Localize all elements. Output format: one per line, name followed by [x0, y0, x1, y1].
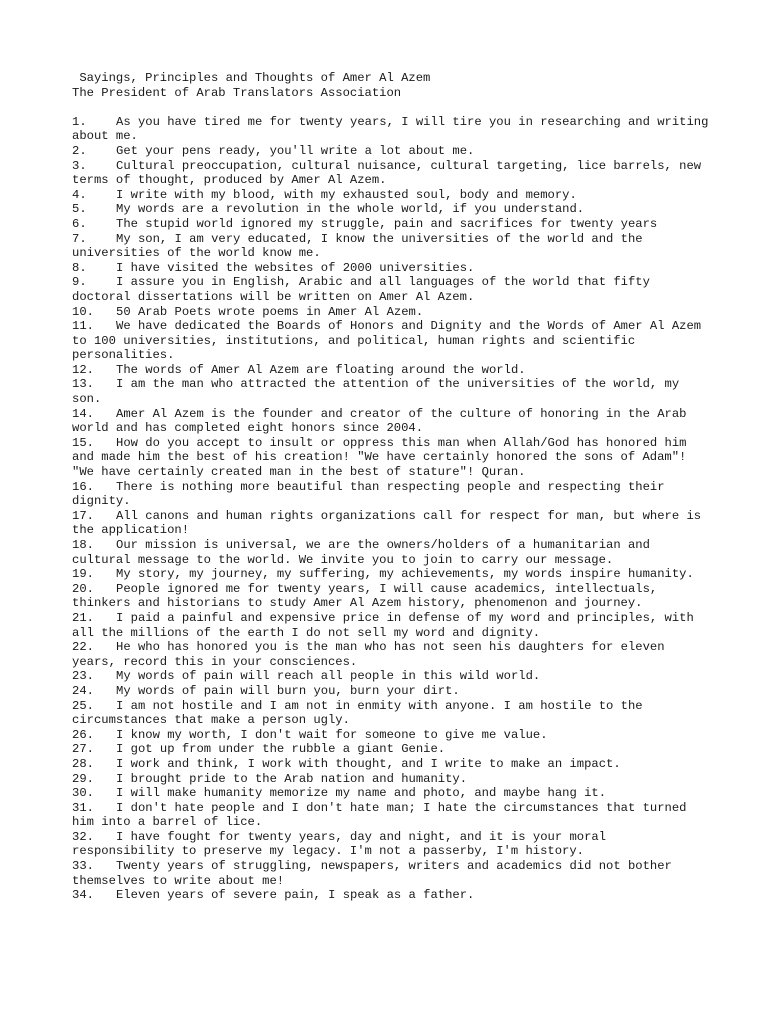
saying-text: Amer Al Azem is the founder and creator of the culture of honoring in the Arab world and has completed eight honors since 2004.: [72, 406, 687, 436]
saying-text: The stupid world ignored my struggle, pain and sacrifices for twenty years: [116, 216, 658, 231]
saying-text: Eleven years of severe pain, I speak as a father.: [116, 888, 475, 903]
saying-number: 5.: [72, 202, 87, 217]
saying-number: 11.: [72, 319, 94, 334]
saying-item: [72, 640, 712, 669]
saying-text: My words of pain will burn you, burn your dirt.: [116, 683, 460, 698]
saying-text: My words are a revolution in the whole world, if you understand.: [116, 202, 585, 217]
saying-item: [72, 582, 712, 611]
saying-number: 34.: [72, 888, 94, 903]
saying-item: [72, 888, 712, 903]
saying-number: 33.: [72, 859, 94, 874]
saying-number: 8.: [72, 260, 87, 275]
saying-number: 6.: [72, 216, 87, 231]
saying-text: I assure you in English, Arabic and all languages of the world that fifty doctoral dissertations will be written on Amer Al Azem.: [72, 275, 650, 304]
saying-number: 16.: [72, 479, 94, 494]
saying-text: 50 Arab Poets wrote poems in Amer Al Azem.: [116, 304, 424, 319]
saying-item: [72, 611, 712, 640]
saying-text: I have visited the websites of 2000 universities.: [116, 260, 475, 275]
saying-number: 12.: [72, 362, 94, 377]
saying-text: The words of Amer Al Azem are floating around the world.: [116, 362, 526, 377]
saying-number: 20.: [72, 581, 94, 596]
saying-item: [72, 684, 712, 699]
saying-text: I got up from under the rubble a giant Genie.: [116, 742, 446, 757]
saying-text: I paid a painful and expensive price in defense of my word and principles, with all the millions of the earth I do not sell my word and dignity.: [72, 610, 694, 640]
saying-item: [72, 261, 712, 276]
saying-number: 28.: [72, 756, 94, 771]
saying-item: [72, 801, 712, 830]
saying-item: [72, 728, 712, 743]
saying-item: [72, 144, 712, 159]
saying-item: [72, 115, 712, 144]
saying-text: My son, I am very educated, I know the universities of the world and the universities of the world know me.: [72, 231, 643, 261]
saying-number: 7.: [72, 231, 87, 246]
saying-number: 31.: [72, 800, 94, 815]
saying-text: I write with my blood, with my exhausted soul, body and memory.: [116, 187, 577, 202]
saying-item: [72, 305, 712, 320]
saying-item: [72, 830, 712, 859]
saying-text: My words of pain will reach all people in this wild world.: [116, 669, 541, 684]
saying-text: I know my worth, I don't wait for someone to give me value.: [116, 727, 548, 742]
saying-number: 22.: [72, 640, 94, 655]
saying-number: 14.: [72, 406, 94, 421]
saying-number: 23.: [72, 669, 94, 684]
saying-text: Our mission is universal, we are the owners/holders of a humanitarian and cultural message to the world. We invite you to join to carry our message.: [72, 538, 650, 567]
saying-number: 30.: [72, 786, 94, 801]
saying-number: 13.: [72, 377, 94, 392]
saying-item: [72, 275, 712, 304]
saying-number: 27.: [72, 742, 94, 757]
document-header: [72, 71, 712, 100]
saying-number: 4.: [72, 187, 87, 202]
saying-text: Twenty years of struggling, newspapers, writers and academics did not bother themselves to write about me!: [72, 859, 672, 888]
saying-text: We have dedicated the Boards of Honors and Dignity and the Words of Amer Al Azem to 100 universities, institutions, and political, human rights and scientific personalities.: [72, 319, 702, 363]
saying-text: I am not hostile and I am not in enmity with anyone. I am hostile to the circumstances that make a person ugly.: [72, 698, 643, 728]
document-page: [72, 71, 712, 903]
document-title: Sayings, Principles and Thoughts of Amer Al Azem: [72, 71, 431, 85]
document-subtitle: The President of Arab Translators Association: [72, 85, 402, 100]
saying-item: [72, 436, 712, 480]
saying-text: All canons and human rights organizations call for respect for man, but where is the application!: [72, 508, 702, 538]
saying-number: 25.: [72, 698, 94, 713]
saying-number: 18.: [72, 538, 94, 552]
saying-item: [72, 567, 712, 582]
saying-item: [72, 480, 712, 509]
saying-number: 10.: [72, 304, 94, 319]
saying-item: [72, 669, 712, 684]
saying-text: How do you accept to insult or oppress this man when Allah/God has honored him and made him the best of his creation! "We have certainly honored the sons of Adam"! "We have certainly created man in the best of stature"! Quran.: [72, 435, 687, 480]
saying-item: [72, 217, 712, 232]
saying-number: 21.: [72, 610, 94, 625]
saying-number: 15.: [72, 435, 94, 450]
saying-item: [72, 742, 712, 757]
saying-item: [72, 538, 712, 567]
saying-number: 32.: [72, 829, 94, 844]
sayings-list: [72, 115, 712, 903]
saying-number: 26.: [72, 727, 94, 742]
saying-text: Cultural preoccupation, cultural nuisance, cultural targeting, lice barrels, new terms of thought, produced by Amer Al Azem.: [72, 158, 702, 188]
saying-number: 2.: [72, 143, 87, 158]
saying-item: [72, 699, 712, 728]
saying-text: I brought pride to the Arab nation and humanity.: [116, 771, 468, 786]
saying-text: As you have tired me for twenty years, I will tire you in researching and writing about me.: [72, 114, 709, 144]
saying-number: 1.: [72, 114, 87, 129]
saying-item: [72, 786, 712, 801]
saying-text: I work and think, I work with thought, and I write to make an impact.: [116, 756, 621, 771]
saying-item: [72, 363, 712, 378]
saying-item: [72, 757, 712, 772]
saying-number: 29.: [72, 771, 94, 786]
saying-number: 3.: [72, 158, 87, 173]
saying-text: My story, my journey, my suffering, my achievements, my words inspire humanity.: [116, 567, 694, 582]
saying-number: 17.: [72, 508, 94, 523]
saying-text: People ignored me for twenty years, I will cause academics, intellectuals, thinkers and historians to study Amer Al Azem history, phenomenon and journey.: [72, 581, 658, 611]
saying-text: There is nothing more beautiful than respecting people and respecting their dignity.: [72, 479, 665, 509]
saying-item: [72, 202, 712, 217]
saying-item: [72, 377, 712, 406]
saying-item: [72, 772, 712, 787]
saying-text: Get your pens ready, you'll write a lot about me.: [116, 143, 475, 158]
saying-text: I will make humanity memorize my name and photo, and maybe hang it.: [116, 786, 607, 801]
saying-item: [72, 232, 712, 261]
saying-number: 24.: [72, 683, 94, 698]
saying-item: [72, 159, 712, 188]
saying-number: 19.: [72, 567, 94, 582]
saying-text: He who has honored you is the man who has not seen his daughters for eleven years, record this in your consciences.: [72, 640, 665, 669]
saying-number: 9.: [72, 275, 87, 290]
saying-item: [72, 509, 712, 538]
saying-item: [72, 319, 712, 363]
saying-text: I am the man who attracted the attention of the universities of the world, my son.: [72, 377, 680, 407]
saying-text: I don't hate people and I don't hate man; I hate the circumstances that turned him into a barrel of lice.: [72, 800, 687, 830]
saying-text: I have fought for twenty years, day and night, and it is your moral responsibility to preserve my legacy. I'm not a passerby, I'm history.: [72, 829, 607, 859]
saying-item: [72, 859, 712, 888]
saying-item: [72, 407, 712, 436]
saying-item: [72, 188, 712, 203]
